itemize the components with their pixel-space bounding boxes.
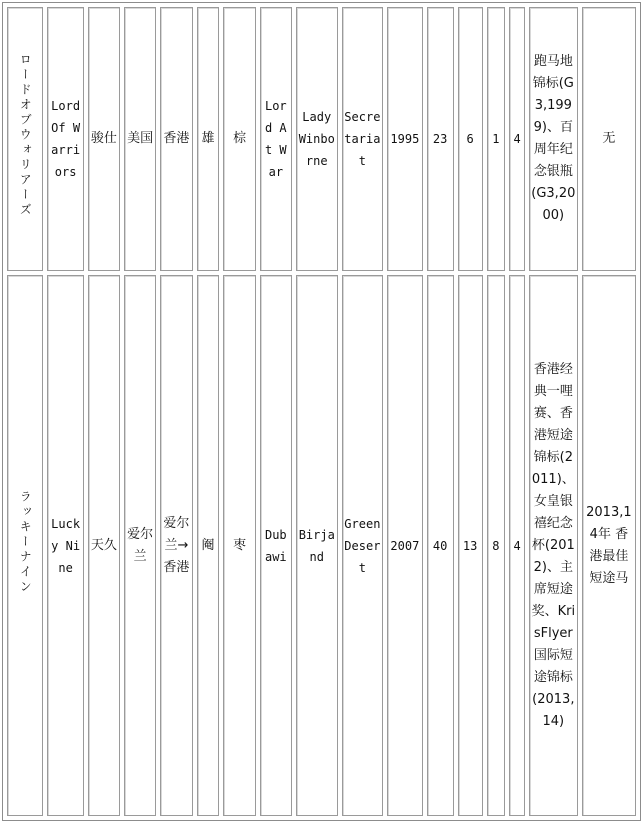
major-races-cell: 跑马地锦标(G3,1999)、百周年纪念银瓶(G3,2000)	[529, 7, 578, 271]
birthplace-cell: 美国	[124, 7, 156, 271]
wins-cell: 13	[458, 275, 483, 816]
horse-records-table	[2, 2, 641, 821]
coat-color-cell: 枣	[223, 275, 255, 816]
japanese-name-cell: ロードオブウォリアーズ	[7, 7, 43, 271]
base-cell: 爱尔兰→香港	[160, 275, 192, 816]
sire-cell: Dubawi	[260, 275, 292, 816]
starts-cell: 40	[427, 275, 454, 816]
chinese-name-cell: 天久	[88, 275, 120, 816]
dam-cell: Lady Winborne	[296, 7, 338, 271]
thirds-cell: 4	[509, 7, 525, 271]
starts-cell: 23	[427, 7, 454, 271]
english-name-cell: Lord Of Warriors	[47, 7, 83, 271]
chinese-name-cell: 骏仕	[88, 7, 120, 271]
horse-table-container	[2, 2, 641, 821]
damsire-cell: Secretariat	[342, 7, 384, 271]
base-cell: 香港	[160, 7, 192, 271]
table-row	[7, 275, 636, 816]
dam-cell: Birjand	[296, 275, 338, 816]
seconds-cell: 8	[487, 275, 506, 816]
coat-color-cell: 棕	[223, 7, 255, 271]
damsire-cell: Green Desert	[342, 275, 384, 816]
sire-cell: Lord At War	[260, 7, 292, 271]
table-row	[7, 7, 636, 271]
sex-cell: 阉	[197, 275, 220, 816]
seconds-cell: 1	[487, 7, 506, 271]
japanese-name-cell: ラッキーナイン	[7, 275, 43, 816]
thirds-cell: 4	[509, 275, 525, 816]
wins-cell: 6	[458, 7, 483, 271]
awards-cell: 无	[582, 7, 636, 271]
birthplace-cell: 爱尔兰	[124, 275, 156, 816]
awards-cell: 2013,14年 香港最佳短途马	[582, 275, 636, 816]
birth-year-cell: 1995	[387, 7, 422, 271]
birth-year-cell: 2007	[387, 275, 422, 816]
major-races-cell: 香港经典一哩赛、香港短途锦标(2011)、女皇银禧纪念杯(2012)、主席短途奖、KrisFlyer国际短途锦标(2013,14)	[529, 275, 578, 816]
sex-cell: 雄	[197, 7, 220, 271]
english-name-cell: Lucky Nine	[47, 275, 83, 816]
